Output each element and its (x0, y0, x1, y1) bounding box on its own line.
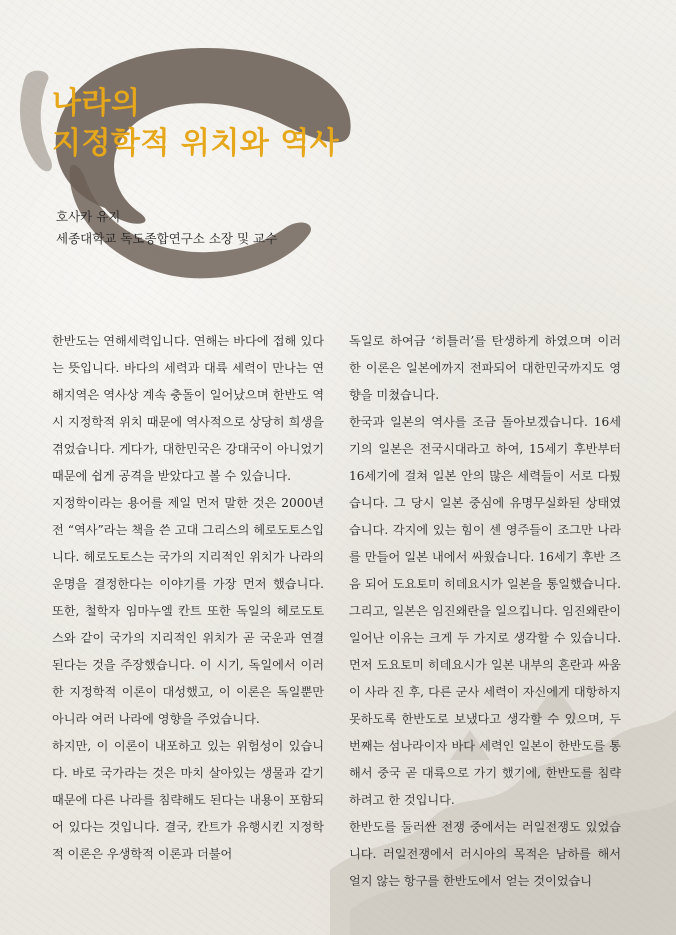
author-block (56, 206, 277, 250)
body-paragraph: 독일로 하여금 ‘히틀러’를 탄생하게 하였으며 이러한 이론은 일본에까지 전파되어 대한민국까지도 영향을 미쳤습니다. (349, 334, 621, 402)
author-name: 호사카 유지 (56, 209, 121, 224)
body-paragraph: 한반도는 연해세력입니다. 연해는 바다에 접해 있다는 뜻입니다. 바다의 세력과 대륙 세력이 만나는 연해지역은 역사상 계속 충돌이 일어났으며 한반도 역시 지정학적 위치 때문에 역사적으로 상당히 희생을 겪었습니다. 게다가, 대한민국은 강대국이 아니었기 때문에 쉽게 공격을 받았다고 볼 수 있습니다. (52, 334, 324, 483)
author-affiliation: 세종대학교 독도종합연구소 소장 및 교수 (56, 231, 278, 246)
article-title (52, 84, 339, 164)
body-column-left (52, 328, 324, 868)
body-paragraph: 지정학이라는 용어를 제일 먼저 말한 것은 2000년 전 “역사”라는 책을 쓴 고대 그리스의 헤로도토스입니다. 헤로도토스는 국가의 지리적인 위치가 나라의 운명을 결정한다는 이야기를 가장 먼저 했습니다. 또한, 철학자 임마누엘 칸트 또한 독일의 헤로도토스와 같이 국가의 지리적인 위치가 곧 국운과 연결된다는 것을 주장했습니다. 이 시기, 독일에서 이러한 지정학적 이론이 대성했고, 이 이론은 독일뿐만 아니라 여러 나라에 영향을 주었습니다. (52, 496, 324, 726)
title-line-1: 나라의 (52, 86, 141, 121)
title-line-2: 지정학적 위치와 역사 (52, 126, 340, 161)
body-paragraph: 하지만, 이 이론이 내포하고 있는 위험성이 있습니다. 바로 국가라는 것은 마치 살아있는 생물과 같기 때문에 다른 나라를 침략해도 된다는 내용이 포함되어 있다는 것입니다. 결국, 칸트가 유행시킨 지정학적 이론은 우생학적 이론과 더불어 (52, 739, 324, 861)
body-paragraph: 한국과 일본의 역사를 조금 돌아보겠습니다. 16세기의 일본은 전국시대라고 하여, 15세기 후반부터 16세기에 걸쳐 일본 안의 많은 세력들이 서로 다퉜습니다. 그 당시 일본 중심에 유명무실화된 상태였습니다. 각지에 있는 힘이 센 영주들이 조그만 나라를 만들어 일본 내에서 싸웠습니다. 16세기 후반 즈음 되어 도요토미 히데요시가 일본을 통일했습니다. 그리고, 일본은 임진왜란을 일으킵니다. 임진왜란이 일어난 이유는 크게 두 가지로 생각할 수 있습니다. 먼저 도요토미 히데요시가 일본 내부의 혼란과 싸움이 사라 진 후, 다른 군사 세력이 자신에게 대항하지 못하도록 한반도로 보냈다고 생각할 수 있으며, 두 번째는 섬나라이자 바다 세력인 일본이 한반도를 통해서 중국 곧 대륙으로 가기 했기에, 한반도를 침략하려고 한 것입니다. (349, 415, 621, 807)
body-paragraph: 한반도를 둘러싼 전쟁 중에서는 러일전쟁도 있었습니다. 러일전쟁에서 러시아의 목적은 남하를 해서 얼지 않는 항구를 한반도에서 얻는 것이었습니 (349, 820, 621, 888)
body-column-right (349, 328, 621, 895)
